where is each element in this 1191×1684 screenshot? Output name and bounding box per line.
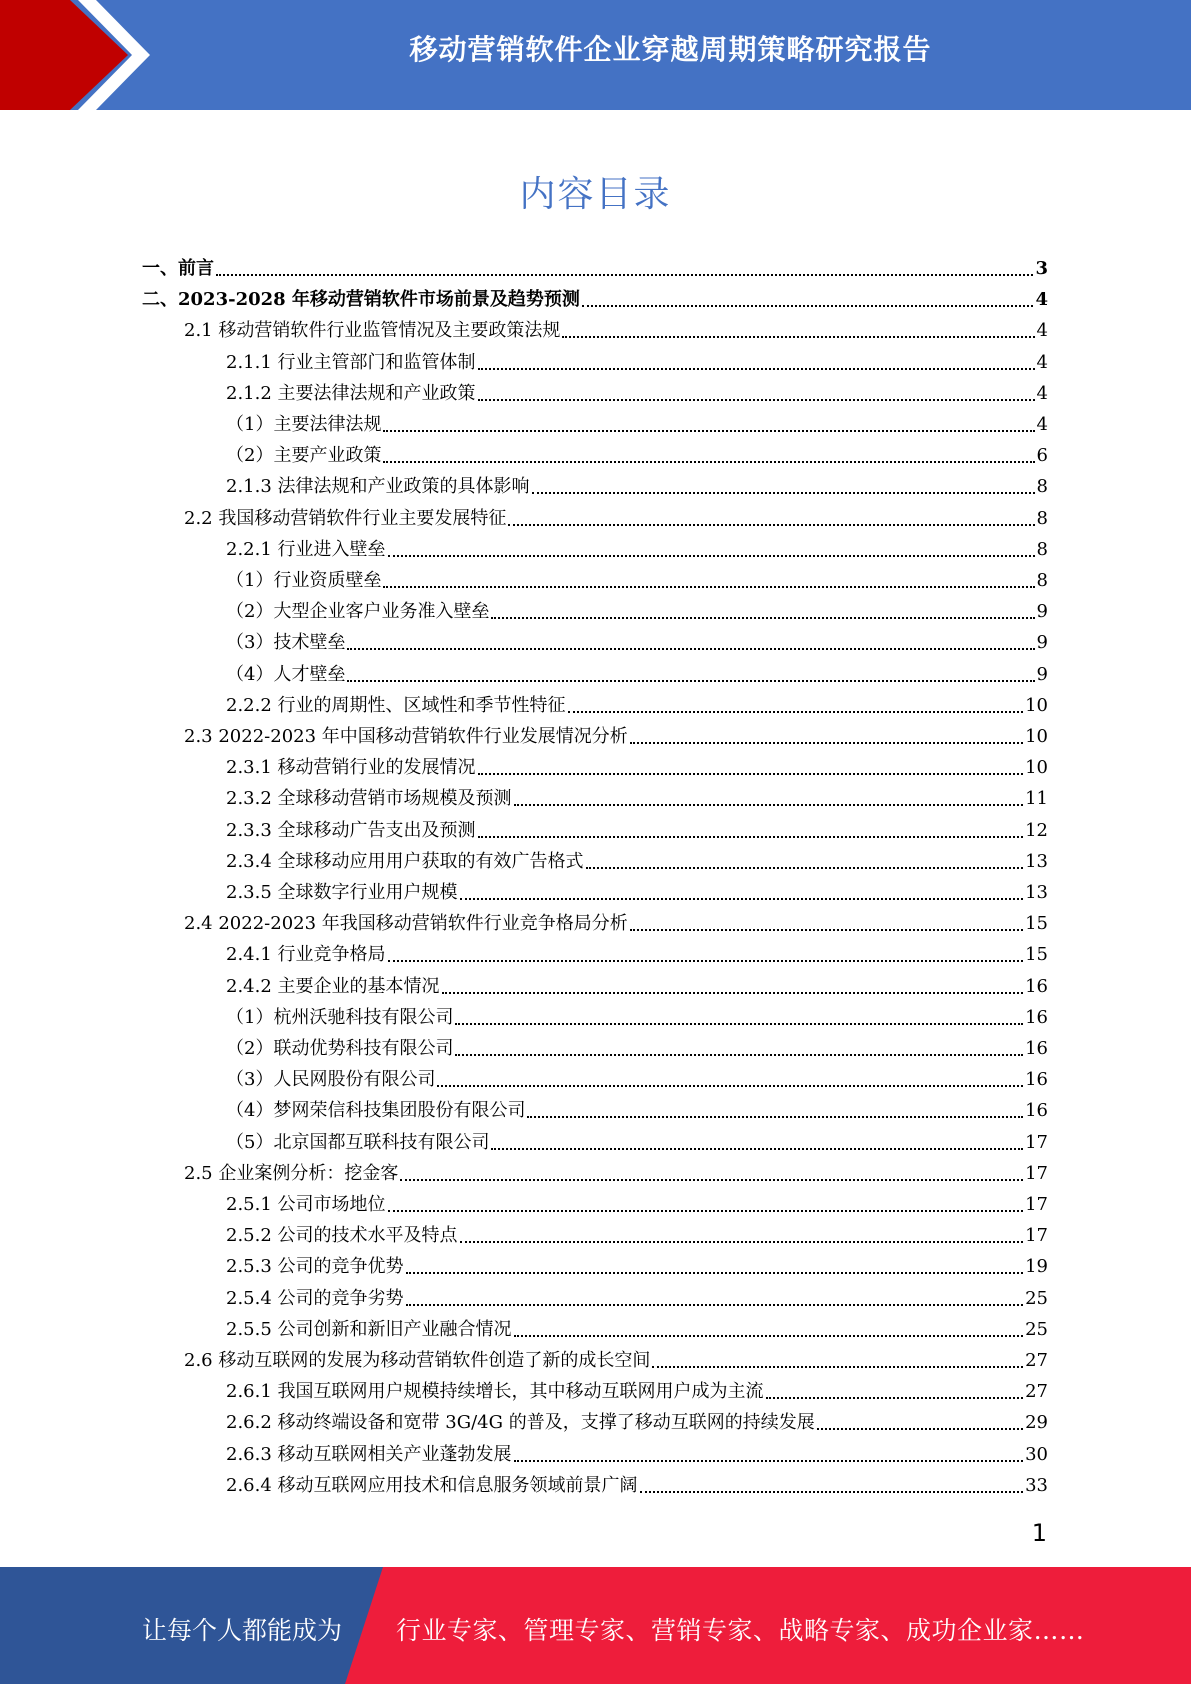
toc-dot-leader <box>586 836 1024 869</box>
toc-dot-leader <box>766 1366 1024 1399</box>
toc-entry-page: 4 <box>1036 320 1048 342</box>
toc-entry-label: 2.1.2 主要法律法规和产业政策 <box>226 382 476 404</box>
toc-dot-leader <box>478 742 1024 775</box>
toc-entry-label: 2.3.3 全球移动广告支出及预测 <box>226 819 476 841</box>
toc-entry-label: 2.5.3 公司的竞争优势 <box>226 1256 404 1278</box>
toc-entry-page: 8 <box>1036 476 1048 498</box>
toc-entry-label: （5）北京国都互联科技有限公司 <box>226 1131 490 1153</box>
toc-entry-label: 一、前言 <box>142 258 214 279</box>
toc-entry-label: （1）行业资质壁垒 <box>226 570 382 591</box>
toc-entry-page: 27 <box>1025 1350 1048 1371</box>
toc-entry-page: 15 <box>1025 913 1048 935</box>
toc-dot-leader <box>388 1179 1024 1212</box>
toc-entry-label: 2.6.1 我国互联网用户规模持续增长，其中移动互联网用户成为主流 <box>226 1381 764 1403</box>
toc-dot-leader <box>514 1304 1024 1337</box>
toc-entry-page: 17 <box>1025 1194 1048 1215</box>
toc-dot-leader <box>568 680 1024 713</box>
toc-entry-label: 2.3.5 全球数字行业用户规模 <box>226 882 458 903</box>
toc-entry-page: 29 <box>1025 1412 1048 1434</box>
toc-dot-leader <box>532 461 1035 494</box>
toc-entry-label: 2.6.3 移动互联网相关产业蓬勃发展 <box>226 1443 512 1465</box>
toc-entry-label: 2.1.3 法律法规和产业政策的具体影响 <box>226 476 530 498</box>
toc-entry-page: 6 <box>1036 445 1048 467</box>
toc-entry-page: 11 <box>1025 788 1048 810</box>
toc-dot-leader <box>383 430 1034 463</box>
toc-entry-label: 2.2.2 行业的周期性、区域性和季节性特征 <box>226 694 566 716</box>
toc-entry-page: 9 <box>1036 663 1048 685</box>
toc-dot-leader <box>514 1429 1024 1462</box>
toc-dot-leader <box>406 1273 1024 1306</box>
toc-entry-label: 2.5.5 公司创新和新旧产业融合情况 <box>226 1318 512 1340</box>
toc-entry-label: 二、2023-2028 年移动营销软件市场前景及趋势预测 <box>142 289 580 311</box>
toc-dot-leader <box>400 1148 1023 1181</box>
toc-dot-leader <box>388 929 1024 962</box>
toc-entry-page: 13 <box>1025 882 1048 903</box>
toc-dot-leader <box>640 1460 1024 1493</box>
toc-dot-leader <box>437 1054 1023 1087</box>
toc-entry-label: 2.3.2 全球移动营销市场规模及预测 <box>226 788 512 810</box>
toc-entry-page: 4 <box>1035 289 1048 311</box>
toc-entry-label: （4）梦网荣信科技集团股份有限公司 <box>226 1100 526 1122</box>
toc-dot-leader <box>630 898 1023 931</box>
toc-entry-label: 2.5.2 公司的技术水平及特点 <box>226 1225 458 1247</box>
report-title: 移动营销软件企业穿越周期策略研究报告 <box>409 33 932 66</box>
toc-entry-label: 2.4 2022-2023 年我国移动营销软件行业竞争格局分析 <box>184 913 628 935</box>
toc-entry-page: 16 <box>1025 1069 1048 1091</box>
toc-entry-page: 30 <box>1025 1443 1048 1465</box>
toc-entry-page: 8 <box>1036 507 1048 529</box>
toc-entry-label: 2.4.1 行业竞争格局 <box>226 944 386 966</box>
toc-entry-label: （1）主要法律法规 <box>226 414 382 435</box>
toc-entry-label: 2.3 2022-2023 年中国移动营销软件行业发展情况分析 <box>184 726 628 747</box>
toc-entry-page: 16 <box>1025 1100 1048 1122</box>
toc-dot-leader <box>347 649 1034 682</box>
toc-entry-page: 9 <box>1036 632 1048 654</box>
toc-entry-page: 16 <box>1025 1006 1048 1028</box>
toc-dot-leader <box>514 773 1024 806</box>
toc-entry-page: 13 <box>1025 850 1048 872</box>
toc-entry-label: 2.3.4 全球移动应用用户获取的有效广告格式 <box>226 850 584 872</box>
toc-entry-page: 27 <box>1025 1381 1048 1403</box>
footer-slogan-left: 让每个人都能成为 <box>142 1616 343 1645</box>
toc-entry-page: 10 <box>1025 694 1048 716</box>
toc-dot-leader <box>527 1085 1023 1118</box>
toc-entry-page: 4 <box>1036 414 1048 435</box>
toc-dot-leader <box>455 1023 1023 1056</box>
toc-dot-leader <box>216 243 1033 276</box>
toc-dot-leader <box>491 586 1034 619</box>
toc-dot-leader <box>347 617 1034 650</box>
toc-entry-label: 2.2.1 行业进入壁垒 <box>226 538 386 560</box>
toc-dot-leader <box>455 992 1023 1025</box>
toc-entry-label: （2）大型企业客户业务准入壁垒 <box>226 601 490 623</box>
toc-dot-leader <box>442 961 1024 994</box>
toc-entry-page: 17 <box>1025 1162 1048 1184</box>
toc-dot-leader <box>562 305 1034 338</box>
toc-entry-page: 3 <box>1035 258 1048 279</box>
toc-entry-page: 9 <box>1036 601 1048 623</box>
toc-entry-page: 10 <box>1025 757 1048 779</box>
toc-entry-label: （2）联动优势科技有限公司 <box>226 1038 454 1059</box>
toc-dot-leader <box>582 274 1034 307</box>
toc-entry-page: 8 <box>1036 538 1048 560</box>
toc-dot-leader <box>478 337 1035 370</box>
toc-entry-label: （3）技术壁垒 <box>226 632 346 654</box>
toc-entry-label: 2.5.4 公司的竞争劣势 <box>226 1287 404 1309</box>
toc-entry-label: 2.5.1 公司市场地位 <box>226 1194 386 1215</box>
toc-entry-label: （2）主要产业政策 <box>226 445 382 467</box>
toc-entry-label: （3）人民网股份有限公司 <box>226 1069 436 1091</box>
toc-entry-label: 2.1 移动营销软件行业监管情况及主要政策法规 <box>184 320 561 342</box>
page-number: 1 <box>1031 1519 1047 1547</box>
toc-dot-leader <box>406 1241 1024 1274</box>
footer-slogan-right: 行业专家、管理专家、营销专家、战略专家、成功企业家…… <box>396 1616 1085 1645</box>
toc-dot-leader <box>508 493 1034 526</box>
toc-heading: 内容目录 <box>519 174 672 215</box>
toc-entry-label: 2.2 我国移动营销软件行业主要发展特征 <box>184 507 507 529</box>
toc-entry-page: 16 <box>1025 975 1048 997</box>
toc-dot-leader <box>652 1335 1023 1368</box>
toc-dot-leader <box>460 867 1024 900</box>
toc-entry-label: 2.5 企业案例分析：挖金客 <box>184 1162 399 1184</box>
toc-entry[interactable] <box>226 1470 1048 1501</box>
toc-entry-page: 16 <box>1025 1038 1048 1059</box>
toc-entry-label: （4）人才壁垒 <box>226 663 346 685</box>
toc-dot-leader <box>478 805 1024 838</box>
toc-entry-label: 2.6 移动互联网的发展为移动营销软件创造了新的成长空间 <box>184 1350 651 1371</box>
toc-entry-label: 2.6.4 移动互联网应用技术和信息服务领域前景广阔 <box>226 1474 638 1496</box>
toc-entry-page: 25 <box>1025 1318 1048 1340</box>
toc-entry-page: 15 <box>1025 944 1048 966</box>
page-footer <box>0 1567 1191 1684</box>
toc-entry-page: 17 <box>1025 1131 1048 1153</box>
toc-entry-page: 4 <box>1036 382 1048 404</box>
toc-dot-leader <box>817 1397 1023 1430</box>
toc-dot-leader <box>460 1210 1024 1243</box>
toc-dot-leader <box>383 399 1034 432</box>
toc-entry-page: 33 <box>1025 1474 1048 1496</box>
toc-entry-label: 2.3.1 移动营销行业的发展情况 <box>226 757 476 779</box>
toc-entry-page: 19 <box>1025 1256 1048 1278</box>
toc-entry-page: 8 <box>1036 570 1048 591</box>
toc-dot-leader <box>478 368 1035 401</box>
toc-dot-leader <box>630 711 1023 744</box>
toc-entry-label: 2.1.1 行业主管部门和监管体制 <box>226 351 476 373</box>
toc-entry-label: 2.4.2 主要企业的基本情况 <box>226 975 440 997</box>
toc-entry-page: 25 <box>1025 1287 1048 1309</box>
toc-dot-leader <box>388 524 1035 557</box>
page-header <box>0 0 1191 110</box>
toc-entry-page: 12 <box>1025 819 1048 841</box>
toc-dot-leader <box>383 555 1034 588</box>
toc-entry-page: 10 <box>1025 726 1048 747</box>
toc-entry-page: 4 <box>1036 351 1048 373</box>
toc-entry-page: 17 <box>1025 1225 1048 1247</box>
toc-dot-leader <box>491 1117 1023 1150</box>
toc-entry-label: （1）杭州沃驰科技有限公司 <box>226 1006 454 1028</box>
toc-entry-label: 2.6.2 移动终端设备和宽带 3G/4G 的普及，支撑了移动互联网的持续发展 <box>226 1412 815 1434</box>
